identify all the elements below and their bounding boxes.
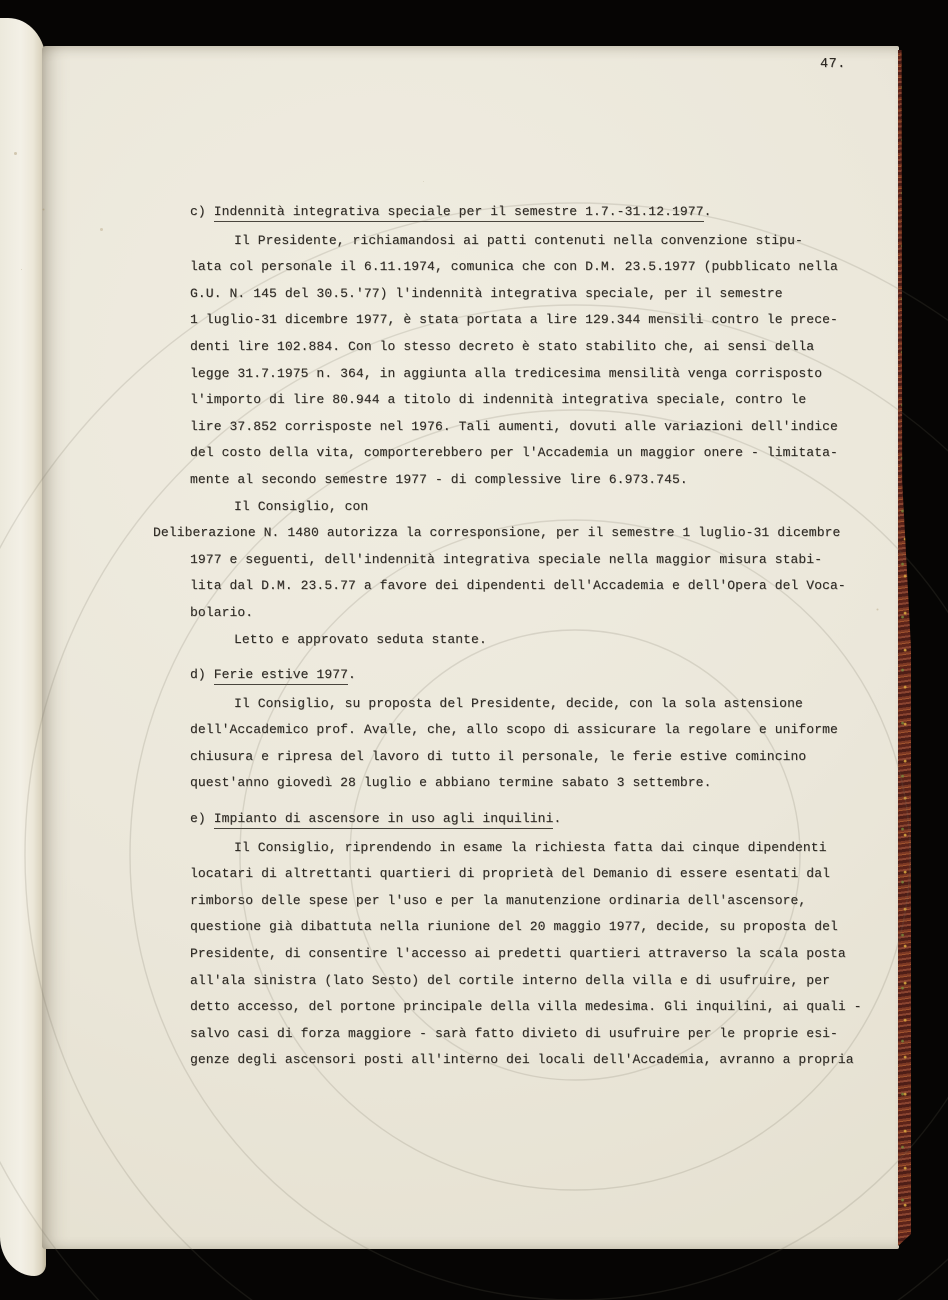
marbled-cover-edge bbox=[898, 50, 911, 1246]
typewritten-lines bbox=[153, 190, 862, 1074]
heading-text: Ferie estive 1977 bbox=[214, 667, 348, 685]
heading-suffix: . bbox=[348, 667, 356, 683]
text-line: Deliberazione N. 1480 autorizza la corresponsione, per il semestre 1 luglio-31 dicembre bbox=[153, 525, 841, 541]
text-line: Il Consiglio, riprendendo in esame la richiesta fatta dai cinque dipendenti bbox=[234, 839, 827, 855]
document-page bbox=[42, 46, 899, 1249]
text-line: lire 37.852 corrisposte nel 1976. Tali aumenti, dovuti alle variazioni dell'indice bbox=[190, 418, 838, 434]
text-line: detto accesso, del portone principale della villa medesima. Gli inquilini, ai quali - bbox=[190, 999, 862, 1015]
heading-label: c) bbox=[190, 204, 214, 219]
text-line: Letto e approvato seduta stante. bbox=[234, 631, 487, 647]
text-line: legge 31.7.1975 n. 364, in aggiunta alla tredicesima mensilità venga corrisposto bbox=[190, 365, 823, 381]
text-line: l'importo di lire 80.944 a titolo di indennità integrativa speciale, contro le bbox=[190, 392, 807, 408]
text-line: questione già dibattuta nella riunione del 20 maggio 1977, decide, su proposta del bbox=[190, 919, 838, 935]
text-line: Il Presidente, richiamandosi ai patti contenuti nella convenzione stipu- bbox=[234, 232, 803, 248]
text-line: rimborso delle spese per l'uso e per la manutenzione ordinaria dell'ascensore, bbox=[190, 892, 807, 908]
heading-label: d) bbox=[190, 667, 214, 683]
foxing-specks bbox=[14, 152, 17, 155]
text-line: lata col personale il 6.11.1974, comunica che con D.M. 23.5.1977 (pubblicato nella bbox=[190, 259, 838, 275]
section-heading bbox=[190, 662, 862, 689]
text-line: bolario. bbox=[190, 604, 254, 620]
text-line: salvo casi di forza maggiore - sarà fatto divieto di usufruire per le proprie esi- bbox=[190, 1025, 838, 1041]
heading-text: Indennità integrativa speciale per il semestre 1.7.-31.12.1977 bbox=[214, 204, 704, 222]
text-line: del costo della vita, comporterebbero per l'Accademia un maggior onere - limitata- bbox=[190, 445, 838, 461]
section-heading bbox=[190, 806, 862, 833]
text-line: Il Consiglio, su proposta del Presidente, decide, con la sola astensione bbox=[234, 695, 803, 711]
text-line: G.U. N. 145 del 30.5.'77) l'indennità integrativa speciale, per il semestre bbox=[190, 285, 783, 301]
text-line: all'ala sinistra (lato Sesto) del cortile interno della villa e di usufruire, per bbox=[190, 972, 831, 988]
heading-suffix: . bbox=[553, 811, 562, 827]
text-line: quest'anno giovedì 28 luglio e abbiano termine sabato 3 settembre. bbox=[190, 775, 712, 791]
text-line: mente al secondo semestre 1977 - di complessive lire 6.973.745. bbox=[190, 471, 688, 487]
heading-text: Impianto di ascensore in uso agli inquilini bbox=[214, 811, 554, 829]
text-line: chiusura e ripresa del lavoro di tutto il personale, le ferie estive comincino bbox=[190, 748, 807, 764]
text-line: Il Consiglio, con bbox=[234, 498, 369, 514]
text-line: 1977 e seguenti, dell'indennità integrativa speciale nella maggior misura stabi- bbox=[190, 551, 823, 567]
text-line: locatari di altrettanti quartieri di proprietà del Demanio di essere esentati dal bbox=[190, 866, 831, 882]
page-number: 47. bbox=[820, 57, 846, 72]
text-line: Presidente, di consentire l'accesso ai predetti quartieri attraverso la scala posta bbox=[190, 946, 846, 962]
heading-suffix: . bbox=[703, 204, 712, 219]
text-line: dell'Accademico prof. Avalle, che, allo scopo di assicurare la regolare e uniforme bbox=[190, 722, 838, 738]
text-line: genze degli ascensori posti all'interno dei locali dell'Accademia, avranno a propria bbox=[190, 1052, 854, 1068]
text-line: denti lire 102.884. Con lo stesso decreto è stato stabilito che, ai sensi della bbox=[190, 338, 815, 354]
page-edge-curl bbox=[0, 18, 46, 1276]
section-heading bbox=[190, 199, 862, 226]
text-line: 1 luglio-31 dicembre 1977, è stata portata a lire 129.344 mensili contro le prece- bbox=[190, 312, 838, 328]
heading-label: e) bbox=[190, 811, 214, 827]
text-line: lita dal D.M. 23.5.77 a favore dei dipendenti dell'Accademia e dell'Opera del Voca- bbox=[190, 578, 846, 594]
